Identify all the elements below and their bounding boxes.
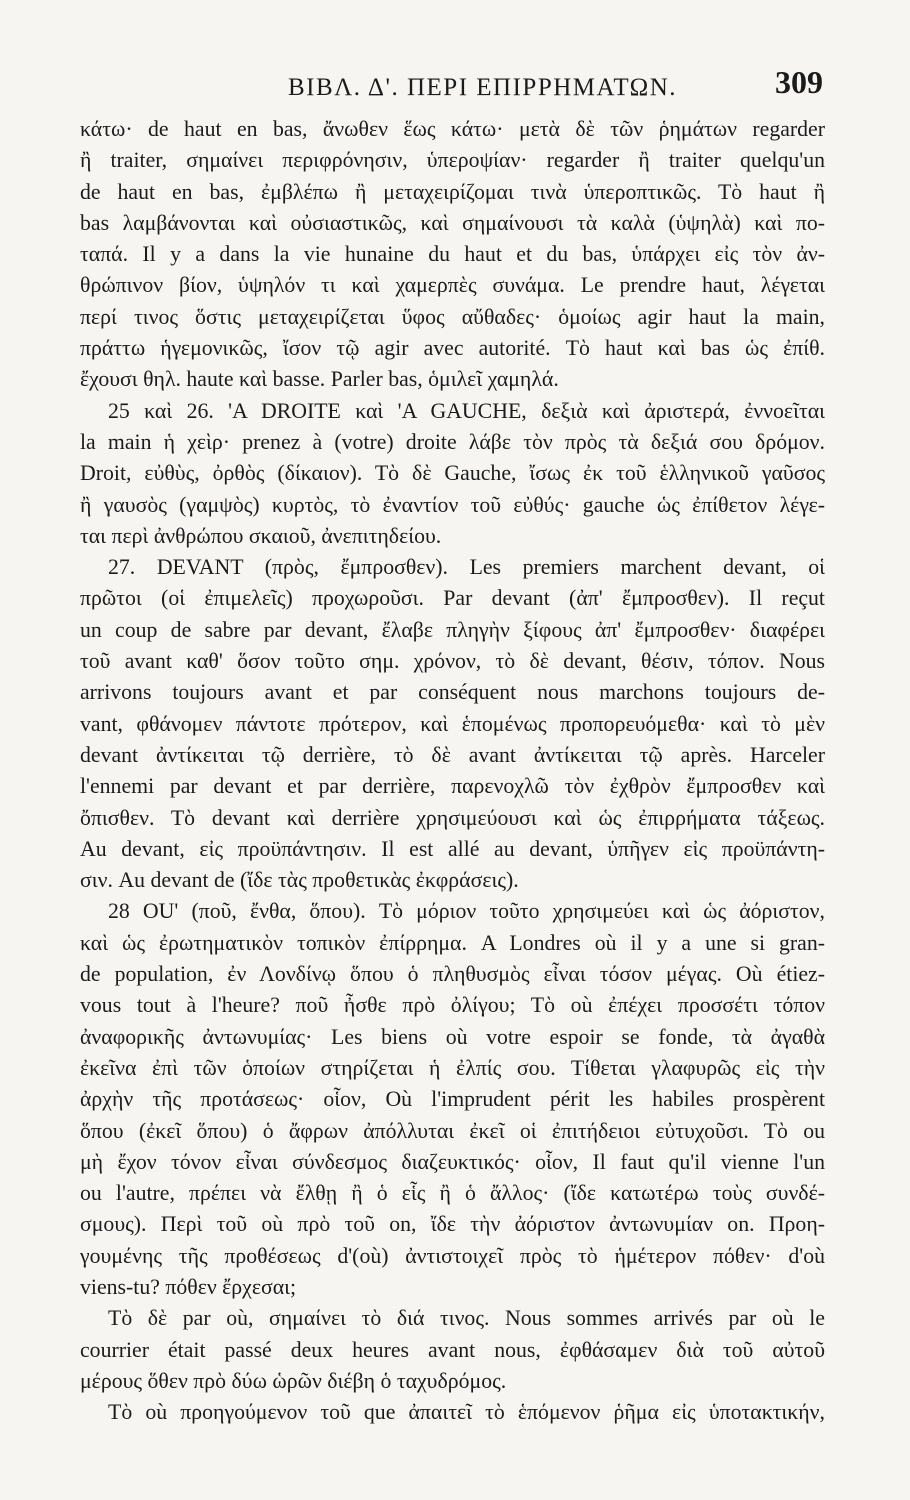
- body-text: [80, 114, 825, 1428]
- page-number: 309: [775, 64, 823, 100]
- text-line: γουμένης τῆς προθέσεως d'(où) ἀντιστοιχεῖ πρὸς τὸ ἡμέτερον πόθεν· d'où: [80, 1243, 825, 1268]
- text-line: ἢ traiter, σημαίνει περιφρόνησιν, ὑπεροψίαν· regarder ἢ traiter quelqu'un: [80, 148, 825, 173]
- text-line: arrivons toujours avant et par conséquent nous marchons toujours de-: [80, 680, 825, 705]
- text-line: vant, φθάνομεν πάντοτε πρότερον, καὶ ἑπομένως προπορευόμεθα· καὶ τὸ μὲν: [80, 711, 825, 736]
- text-line: un coup de sabre par devant, ἔλαβε πληγὴν ξίφους ἀπ' ἔμπροσθεν· διαφέρει: [80, 617, 825, 642]
- text-line: 27. DEVANT (πρὸς, ἔμπροσθεν). Les premiers marchent devant, οἱ: [108, 555, 825, 580]
- text-line: ταπά. Il y a dans la vie hunaine du haut et du bas, ὑπάρχει εἰς τὸν ἀν-: [80, 242, 825, 267]
- text-line: Au devant, εἰς προϋπάντησιν. Il est allé au devant, ὑπῆγεν εἰς προϋπάντη-: [80, 836, 825, 861]
- text-line: 25 καὶ 26. 'A DROITE καὶ 'A GAUCHE, δεξιὰ καὶ ἀριστερά, ἐννοεῖται: [108, 398, 825, 423]
- text-line: ou l'autre, πρέπει νὰ ἔλθῃ ἢ ὁ εἷς ἢ ὁ ἄλλος· (ἴδε κατωτέρω τοὺς συνδέ-: [80, 1181, 825, 1206]
- text-line: ἐκεῖνα ἐπὶ τῶν ὁποίων στηρίζεται ἡ ἐλπίς σου. Τίθεται γλαφυρῶς εἰς τὴν: [80, 1055, 825, 1080]
- text-line: Droit, εὐθὺς, ὀρθὸς (δίκαιον). Τὸ δὲ Gauche, ἴσως ἐκ τοῦ ἑλληνικοῦ γαῦσος: [80, 461, 825, 486]
- text-line: πράττω ἡγεμονικῶς, ἴσον τῷ agir avec autorité. Τὸ haut καὶ bas ὡς ἐπίθ.: [80, 336, 825, 361]
- text-line: la main ἡ χεὶρ· prenez à (votre) droite λάβε τὸν πρὸς τὰ δεξιά σου δρόμον.: [80, 429, 825, 454]
- running-title: ΒΙΒΛ. Δ'. ΠΕΡΙ ΕΠΙΡΡΗΜΑΤΩΝ.: [287, 74, 678, 101]
- text-line: ἀναφορικῆς ἀντωνυμίας· Les biens où votre espoir se fonde, τὰ ἀγαθὰ: [80, 1024, 825, 1049]
- text-line: l'ennemi par devant et par derrière, παρενοχλῶ τὸν ἐχθρὸν ἔμπροσθεν καὶ: [80, 774, 825, 799]
- text-line: ἔχουσι θηλ. haute καὶ basse. Parler bas, ὁμιλεῖ χαμηλά.: [80, 367, 559, 392]
- text-line: πρῶτοι (οἱ ἐπιμελεῖς) προχωροῦσι. Par devant (ἀπ' ἔμπροσθεν). Il reçut: [80, 586, 825, 611]
- text-line: ὅπου (ἐκεῖ ὅπου) ὁ ἄφρων ἀπόλλυται ἐκεῖ οἱ ἐπιτήδειοι εὐτυχοῦσι. Τὸ ou: [80, 1118, 825, 1143]
- book-page: [80, 64, 825, 1425]
- text-line: Τὸ δὲ par où, σημαίνει τὸ διά τινος. Nous sommes arrivés par où le: [108, 1306, 825, 1331]
- text-line: περί τινος ὅστις μεταχειρίζεται ὕφος αὔθαδες· ὁμοίως agir haut la main,: [80, 304, 825, 329]
- text-line: σιν. Au devant de (ἴδε τὰς προθετικὰς ἐκφράσεις).: [80, 868, 519, 893]
- text-line: vous tout à l'heure? ποῦ ἦσθε πρὸ ὀλίγου; Τὸ où ἐπέχει προσσέτι τόπον: [80, 993, 825, 1018]
- text-line: ται περὶ ἀνθρώπου σκαιοῦ, ἀνεπιτηδείου.: [80, 523, 442, 548]
- text-line: de haut en bas, ἐμβλέπω ἢ μεταχειρίζομαι τινὰ ὑπεροπτικῶς. Τὸ haut ἢ: [80, 179, 825, 204]
- text-line: μέρους ὅθεν πρὸ δύω ὡρῶν διέβη ὁ ταχυδρόμος.: [80, 1368, 507, 1393]
- text-line: Τὸ où προηγούμενον τοῦ que ἀπαιτεῖ τὸ ἑπόμενον ῥῆμα εἰς ὑποτακτικήν,: [108, 1400, 825, 1425]
- text-line: de population, ἐν Λονδίνῳ ὅπου ὁ πληθυσμὸς εἶναι τόσον μέγας. Où étiez-: [80, 962, 825, 987]
- text-line: καὶ ὡς ἐρωτηματικὸν τοπικὸν ἐπίρρημα. A Londres où il y a une si gran-: [80, 930, 825, 955]
- text-line: σμους). Περὶ τοῦ où πρὸ τοῦ on, ἴδε τὴν ἀόριστον ἀντωνυμίαν on. Προη-: [80, 1212, 825, 1237]
- text-line: ὄπισθεν. Τὸ devant καὶ derrière χρησιμεύουσι καὶ ὡς ἐπιρρήματα τάξεως.: [80, 805, 825, 830]
- text-line: viens-tu? πόθεν ἔρχεσαι;: [80, 1274, 297, 1299]
- text-line: μὴ ἔχον τόνον εἶναι σύνδεσμος διαζευκτικός· οἷον, Il faut qu'il vienne l'un: [80, 1149, 825, 1174]
- text-line: devant ἀντίκειται τῷ derrière, τὸ δὲ avant ἀντίκειται τῷ après. Harceler: [80, 742, 825, 767]
- text-line: ἢ γαυσὸς (γαμψὸς) κυρτὸς, τὸ ἐναντίον τοῦ εὐθύς· gauche ὡς ἐπίθετον λέγε-: [80, 492, 825, 517]
- running-header: [80, 64, 825, 108]
- text-line: κάτω· de haut en bas, ἄνωθεν ἕως κάτω· μετὰ δὲ τῶν ῥημάτων regarder: [80, 117, 825, 141]
- text-line: 28 OU' (ποῦ, ἔνθα, ὅπου). Τὸ μόριον τοῦτο χρησιμεύει καὶ ὡς ἀόριστον,: [108, 899, 825, 924]
- text-line: ἀρχὴν τῆς προτάσεως· οἷον, Où l'imprudent périt les habiles prospèrent: [80, 1087, 825, 1112]
- text-line: τοῦ avant καθ' ὅσον τοῦτο σημ. χρόνον, τὸ δὲ devant, θέσιν, τόπον. Nous: [80, 649, 825, 674]
- text-line: θρώπινον βίον, ὑψηλόν τι καὶ χαμερπὲς συνάμα. Le prendre haut, λέγεται: [80, 273, 825, 298]
- text-line: bas λαμβάνονται καὶ οὐσιαστικῶς, καὶ σημαίνουσι τὰ καλὰ (ὑψηλὰ) καὶ πο-: [80, 210, 825, 235]
- text-line: courrier était passé deux heures avant nous, ἐφθάσαμεν διὰ τοῦ αὐτοῦ: [80, 1337, 825, 1362]
